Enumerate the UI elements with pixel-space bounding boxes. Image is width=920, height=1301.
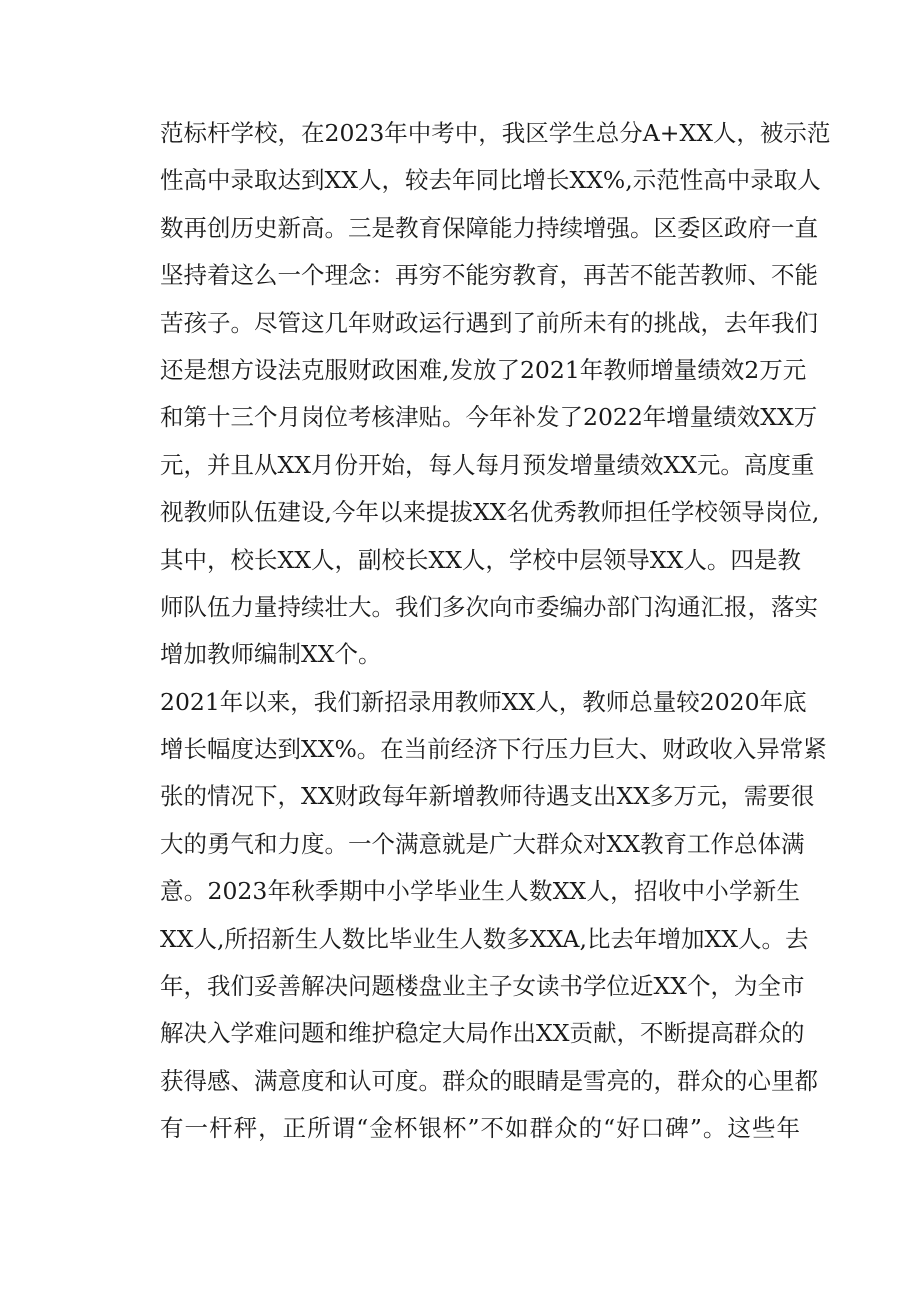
text-line: 坚持着这么一个理念：再穷不能穷教育，再苦不能苦教师、不能: [160, 261, 818, 290]
body-text: [160, 110, 831, 1153]
text-line: 苦孩子。尽管这几年财政运行遇到了前所未有的挑战，去年我们: [160, 308, 818, 337]
text-line: 师队伍力量持续壮大。我们多次向市委编办部门沟通汇报，落实: [160, 592, 818, 621]
text-line: 年，我们妥善解决问题楼盘业主子女读书学位近XX个，为全市: [160, 972, 805, 1001]
text-line: 大的勇气和力度。一个满意就是广大群众对XX教育工作总体满: [160, 829, 805, 858]
text-line: 获得感、满意度和认可度。群众的眼睛是雪亮的，群众的心里都: [160, 1066, 818, 1095]
text-line: 意。2023年秋季期中小学毕业生人数XX人，招收中小学新生: [160, 877, 800, 906]
text-line: 和第十三个月岗位考核津贴。今年补发了2022年增量绩效XX万: [160, 403, 818, 432]
text-line: 2021年以来，我们新招录用教师XX人，教师总量较2020年底: [160, 687, 807, 716]
text-line: 还是想方设法克服财政困难,发放了2021年教师增量绩效2万元: [160, 355, 807, 384]
text-line: 元，并且从XX月份开始，每人每月预发增量绩效XX元。高度重: [160, 450, 815, 479]
text-line: 性高中录取达到XX人，较去年同比增长XX%,示范性高中录取人: [160, 166, 821, 195]
text-line: 范标杆学校，在2023年中考中，我区学生总分A+XX人，被示范: [160, 119, 831, 147]
text-line: 其中，校长XX人，副校长XX人，学校中层领导XX人。四是教: [160, 545, 801, 574]
text-line: 解决入学难问题和维护稳定大局作出XX贡献，不断提高群众的: [160, 1019, 805, 1048]
text-line: 视教师队伍建设,今年以来提拔XX名优秀教师担任学校领导岗位,: [160, 498, 820, 527]
text-line: 增长幅度达到XX%。在当前经济下行压力巨大、财政收入异常紧: [160, 735, 827, 764]
text-line: 有一杆秤，正所谓“金杯银杯”不如群众的“好口碑”。这些年: [160, 1114, 800, 1143]
text-line: 数再创历史新高。三是教育保障能力持续增强。区委区政府一直: [160, 213, 818, 242]
text-line: 增加教师编制XX个。: [160, 640, 382, 669]
text-line: 张的情况下，XX财政每年新增教师待遇支出XX多万元，需要很: [160, 782, 815, 811]
text-line: XX人,所招新生人数比毕业生人数多XXA,比去年增加XX人。去: [160, 924, 809, 953]
